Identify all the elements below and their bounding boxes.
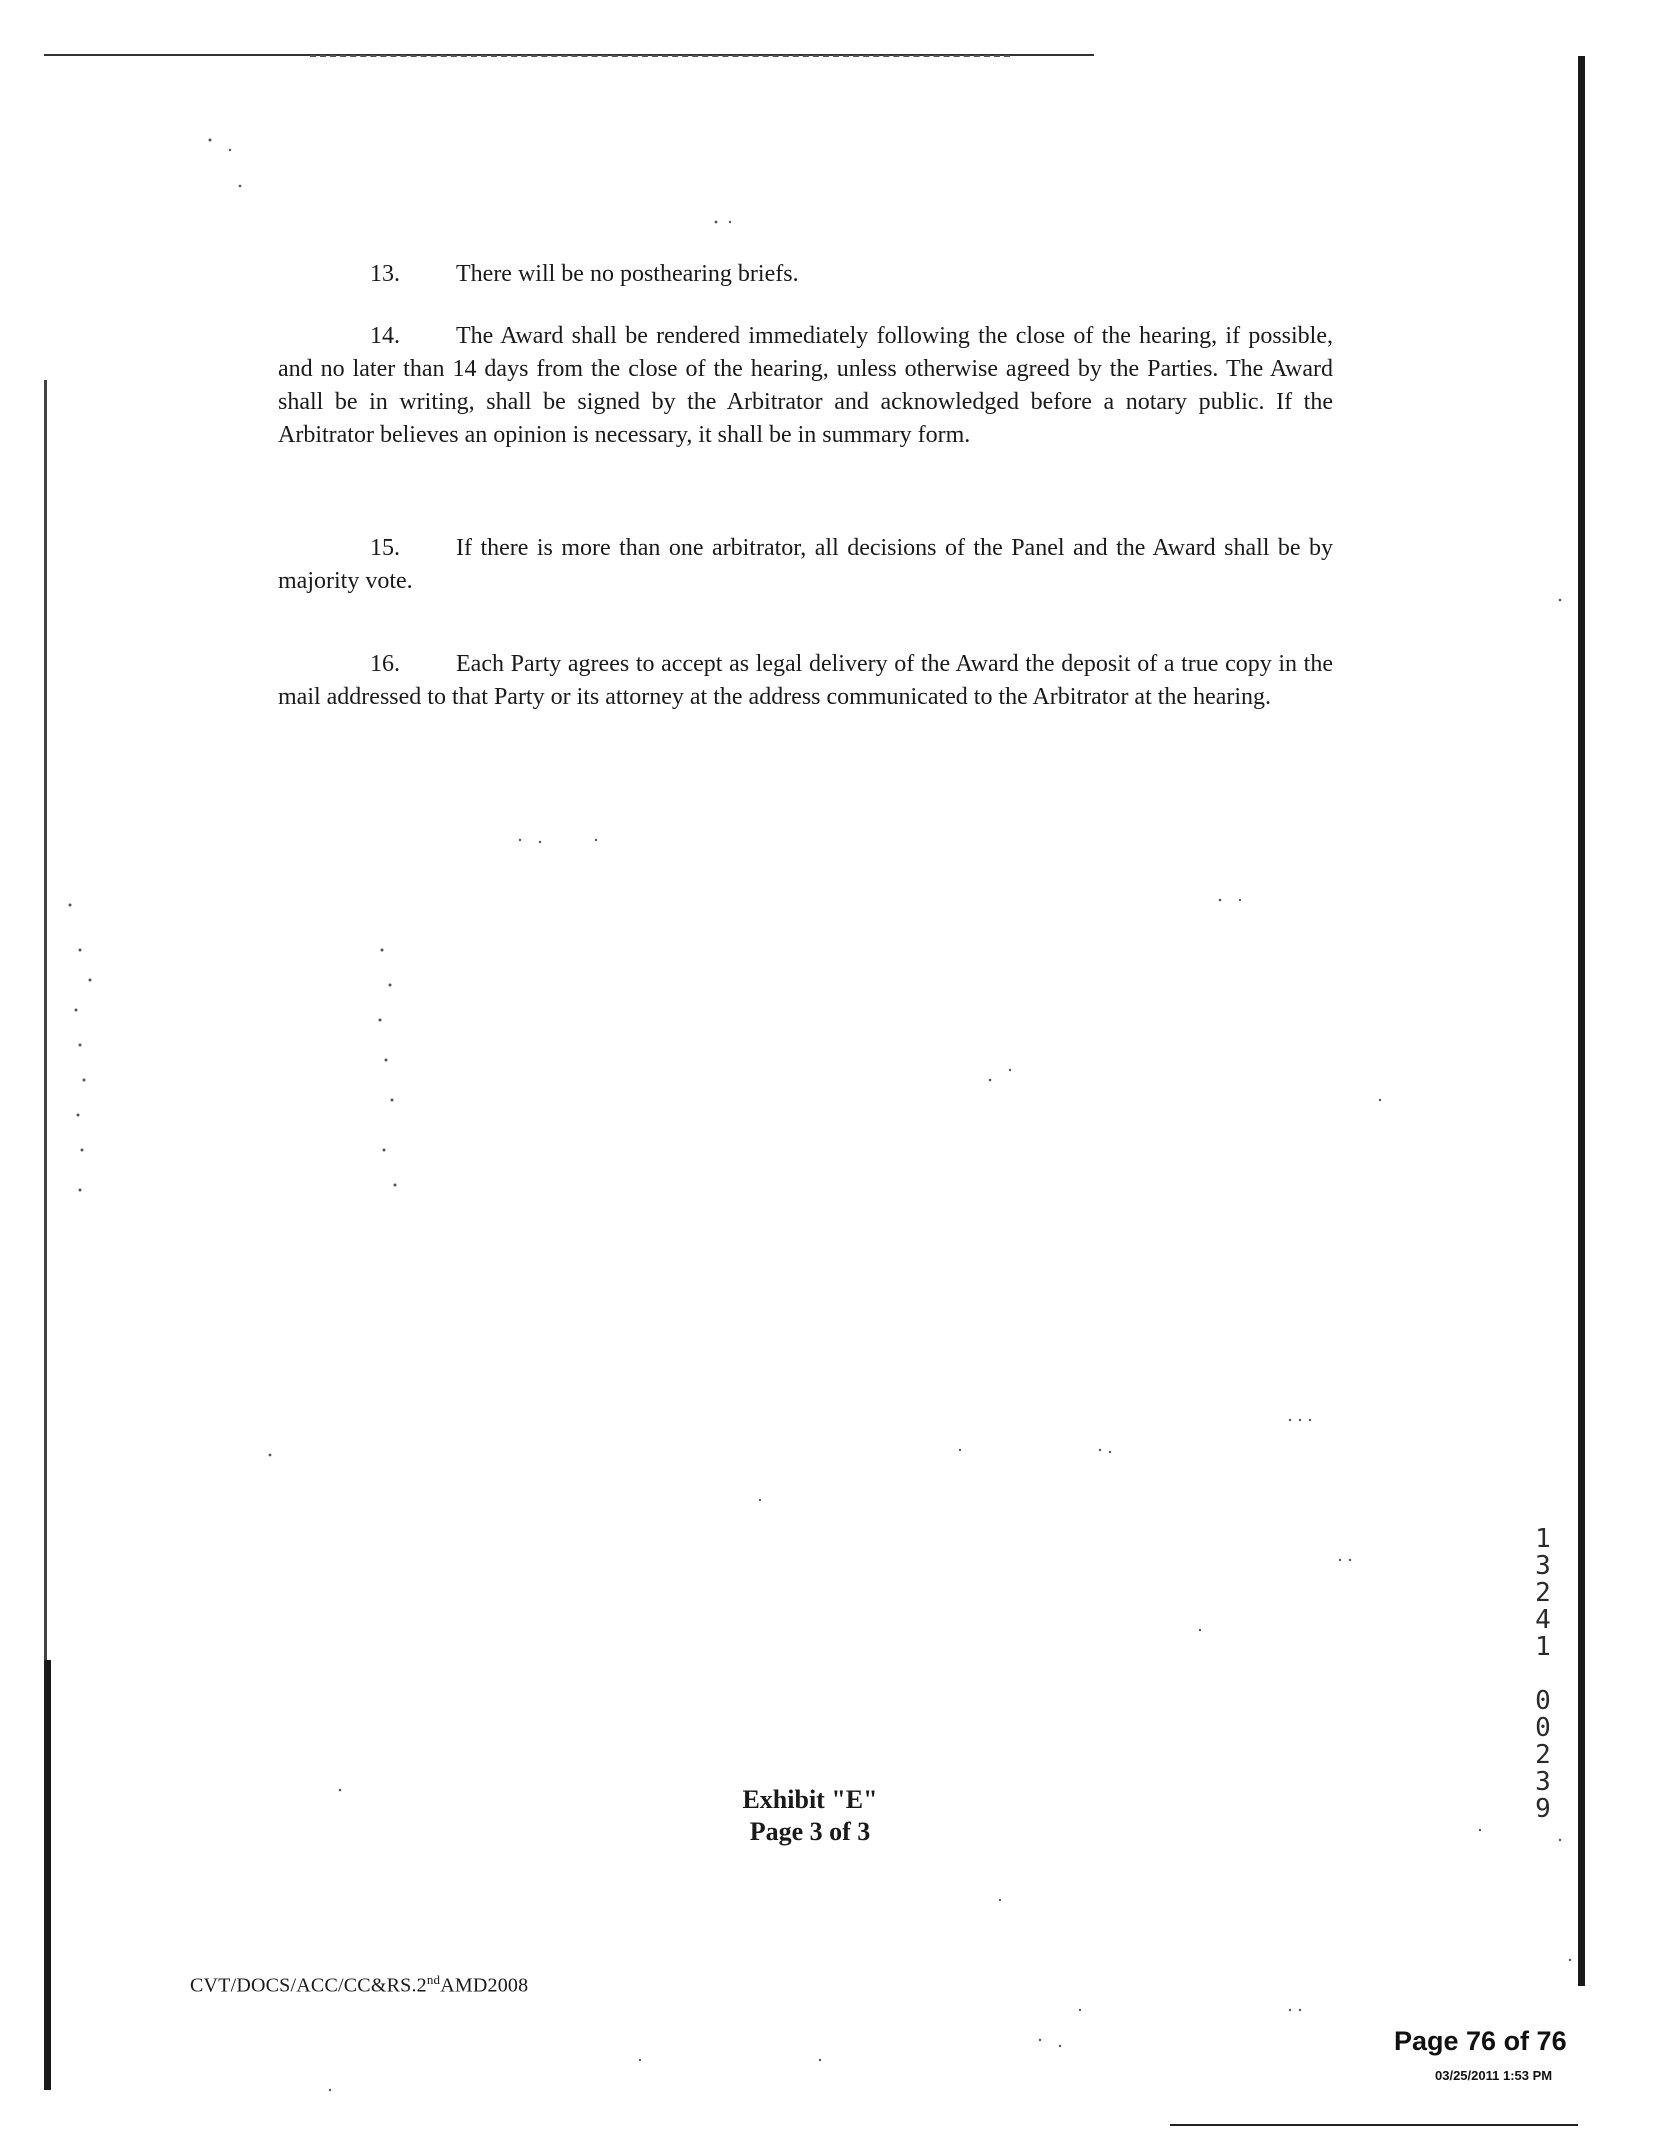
- bates-number: 1 3 2 4 1 0 0 2 3 9: [1535, 1524, 1551, 1824]
- paragraph-number: 14.: [370, 323, 400, 349]
- document-path: CVT/DOCS/ACC/CC&RS.2ndAMD2008: [190, 1972, 529, 1997]
- paragraph-text: If there is more than one arbitrator, all decisions of the Panel and the Award shall be by majority vote.: [278, 535, 1333, 594]
- print-timestamp: 03/25/2011 1:53 PM: [1435, 2068, 1553, 2083]
- paragraph-text: Each Party agrees to accept as legal delivery of the Award the deposit of a true copy in the mail addressed to that Party or its attorney at the address communicated to the Arbitrator at the hearing.: [278, 651, 1333, 710]
- paragraph-text: There will be no posthearing briefs.: [456, 261, 799, 287]
- exhibit-title: Exhibit "E": [742, 1785, 878, 1814]
- paragraph-number: 16.: [370, 651, 400, 677]
- paragraph-number: 15.: [370, 535, 400, 561]
- exhibit-page: Page 3 of 3: [749, 1817, 871, 1846]
- page-count: Page 76 of 76: [1394, 2026, 1567, 2056]
- paragraph-number: 13.: [370, 261, 400, 287]
- paragraph-text: The Award shall be rendered immediately following the close of the hearing, if possible, and no later than 14 days from the close of the hearing, unless otherwise agreed by the Parties. The Award shall be in writing, shall be signed by the Arbitrator and acknowledged before a notary public. If the Arbitrator believes an opinion is necessary, it shall be in summary form.: [278, 323, 1333, 448]
